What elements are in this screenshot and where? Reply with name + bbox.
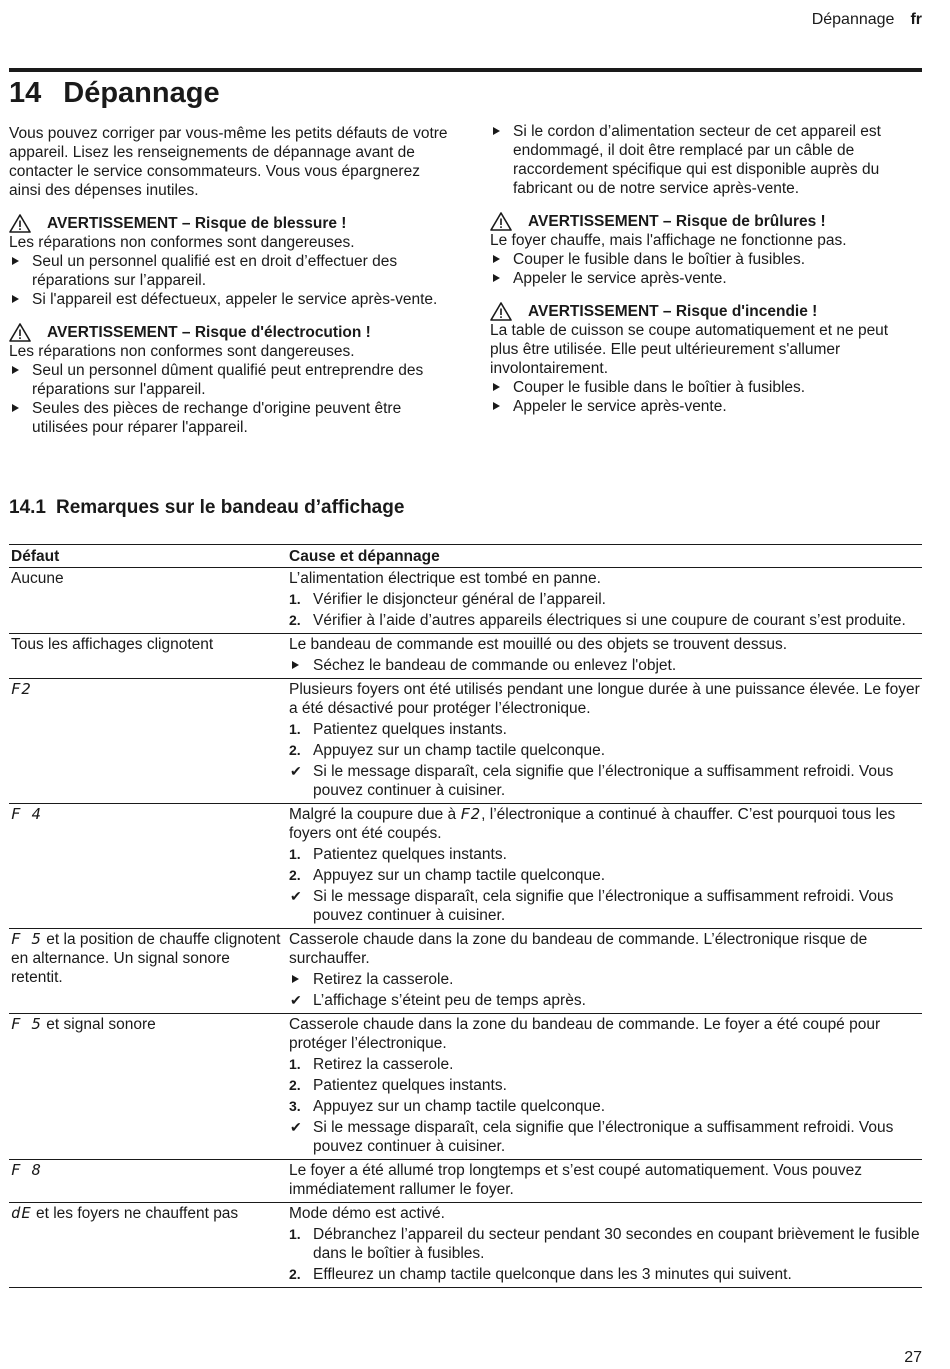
cause-text-part: Le bandeau de commande est mouillé ou des objets se trouvent dessus.	[289, 636, 788, 653]
step-text: Appuyez sur un champ tactile quelconque.	[313, 1098, 606, 1115]
cause-text	[289, 1161, 920, 1199]
fault-cell	[9, 679, 285, 804]
cause-code: F2	[460, 805, 482, 823]
step-number: 1.	[289, 591, 301, 607]
check-icon: ✔	[290, 992, 302, 1008]
cause-text-part: Mode démo est activé.	[289, 1205, 445, 1222]
chapter-title-text: Dépannage	[63, 77, 220, 109]
step-text: Vérifier le disjoncteur général de l’appareil.	[313, 591, 606, 608]
cause-text-part: Plusieurs foyers ont été utilisés pendant une longue durée à une puissance élevée. Le foyer a été désactivé pour protéger l’électronique.	[289, 681, 920, 717]
cause-cell	[285, 1160, 922, 1203]
fault-text: Tous les affichages clignotent	[11, 636, 214, 653]
cause-step	[289, 845, 920, 864]
step-text: L’affichage s’éteint peu de temps après.	[313, 992, 586, 1009]
cause-step	[289, 1076, 920, 1095]
page-header	[812, 10, 922, 29]
table-row	[9, 804, 922, 929]
cause-text	[289, 1015, 920, 1053]
warning-block	[490, 212, 920, 288]
cause-text	[289, 635, 920, 654]
fault-cell	[9, 568, 285, 634]
step-number: 2.	[289, 1077, 301, 1093]
fault-cell	[9, 804, 285, 929]
cause-step	[289, 1097, 920, 1116]
fault-code: F 5	[11, 930, 42, 948]
section-title-text: Remarques sur le bandeau d’affichage	[55, 497, 405, 518]
troubleshooting-table	[9, 544, 922, 1288]
warning-bullet: Si l'appareil est défectueux, appeler le service après-vente.	[9, 290, 449, 309]
cause-text-part: , l’électronique a continué à chauffer. C’est pourquoi tous les foyers ont été coupés.	[289, 806, 896, 842]
fault-cell	[9, 1014, 285, 1160]
fault-code: F 4	[11, 805, 42, 823]
cause-text	[289, 930, 920, 968]
cause-step	[289, 656, 920, 675]
table-row	[9, 1160, 922, 1203]
step-text: Séchez le bandeau de commande ou enlevez l'objet.	[313, 657, 677, 674]
cause-text-part: L’alimentation électrique est tombé en panne.	[289, 570, 601, 587]
table-row	[9, 1203, 922, 1288]
step-text: Appuyez sur un champ tactile quelconque.	[313, 742, 606, 759]
header-section: Dépannage	[811, 11, 895, 28]
step-text: Appuyez sur un champ tactile quelconque.	[313, 867, 606, 884]
step-text: Si le message disparaît, cela signifie que l’électronique a suffisamment refroidi. Vous pouvez continuer à cuisiner.	[313, 888, 894, 924]
cause-cell	[285, 634, 922, 679]
step-text: Vérifier à l’aide d’autres appareils électriques si une coupure de courant s’est produite.	[313, 612, 906, 629]
arrow-icon	[292, 661, 299, 669]
step-number: 1.	[289, 846, 301, 862]
step-text: Patientez quelques instants.	[313, 1077, 507, 1094]
fault-text: Aucune	[11, 570, 64, 587]
table-body	[9, 568, 922, 1288]
fault-text: et la position de chauffe clignotent en alternance. Un signal sonore retentit.	[11, 931, 281, 986]
right-column	[490, 122, 920, 416]
warning-bullet: Appeler le service après-vente.	[490, 269, 920, 288]
fault-cell	[9, 929, 285, 1014]
cause-text	[289, 805, 920, 843]
step-number: 2.	[289, 1266, 301, 1282]
cause-step	[289, 720, 920, 739]
table-row	[9, 679, 922, 804]
cause-cell	[285, 1203, 922, 1288]
section-title	[9, 496, 404, 520]
column-header-cause: Cause et dépannage	[285, 545, 922, 568]
cause-step	[289, 1225, 920, 1263]
warning-bullet: Couper le fusible dans le boîtier à fusibles.	[490, 378, 920, 397]
table-row	[9, 1014, 922, 1160]
warning-title: AVERTISSEMENT – Risque d'électrocution !	[9, 323, 449, 342]
step-text: Retirez la casserole.	[313, 1056, 454, 1073]
step-number: 3.	[289, 1098, 301, 1114]
fault-cell	[9, 1203, 285, 1288]
fault-code: F 5	[11, 1015, 42, 1033]
warning-title: AVERTISSEMENT – Risque de brûlures !	[490, 212, 920, 231]
cause-text-part: Casserole chaude dans la zone du bandeau de commande. Le foyer a été coupé pour protéger l’électronique.	[289, 1016, 881, 1052]
fault-cell	[9, 634, 285, 679]
table-row	[9, 929, 922, 1014]
cause-text	[289, 680, 920, 718]
step-number: 1.	[289, 721, 301, 737]
warning-icon	[9, 214, 31, 233]
step-text: Si le message disparaît, cela signifie que l’électronique a suffisamment refroidi. Vous pouvez continuer à cuisiner.	[313, 763, 894, 799]
warning-text: Les réparations non conformes sont dangereuses.	[9, 343, 355, 360]
cause-cell	[285, 929, 922, 1014]
warning-bullet: Seul un personnel dûment qualifié peut entreprendre des réparations sur l'appareil.	[9, 361, 449, 399]
cause-text-part: Le foyer a été allumé trop longtemps et s’est coupé automatiquement. Vous pouvez immédiatement rallumer le foyer.	[289, 1162, 862, 1198]
cause-step	[289, 866, 920, 885]
warning-title: AVERTISSEMENT – Risque d'incendie !	[490, 302, 920, 321]
warning-block	[9, 323, 449, 437]
step-text: Effleurez un champ tactile quelconque dans les 3 minutes qui suivent.	[313, 1266, 792, 1283]
warning-block	[490, 302, 920, 416]
cause-text-part: Casserole chaude dans la zone du bandeau de commande. L’électronique risque de surchauffer.	[289, 931, 868, 967]
warning-bullet: Seul un personnel qualifié est en droit d’effectuer des réparations sur l’appareil.	[9, 252, 449, 290]
step-number: 2.	[289, 867, 301, 883]
warning-bullet: Appeler le service après-vente.	[490, 397, 920, 416]
section-number: 14.1	[9, 497, 46, 518]
step-text: Patientez quelques instants.	[313, 846, 507, 863]
warning-block	[9, 214, 449, 309]
fault-code: F 8	[11, 1161, 42, 1179]
cause-cell	[285, 1014, 922, 1160]
fault-cell	[9, 1160, 285, 1203]
header-rule	[9, 68, 922, 72]
table-row	[9, 568, 922, 634]
cause-step	[289, 590, 920, 609]
check-icon: ✔	[290, 1119, 302, 1135]
column-header-fault: Défaut	[9, 545, 285, 568]
fault-code: dE	[11, 1204, 32, 1222]
page-number: 27	[904, 1349, 922, 1366]
warning-bullet: Seules des pièces de rechange d'origine peuvent être utilisées pour réparer l'appareil.	[9, 399, 449, 437]
warning-bullet: Si le cordon d’alimentation secteur de cet appareil est endommagé, il doit être remplacé par un câble de raccordement spécifique qui est disponible auprès du fabricant ou de notre service après-vente.	[490, 122, 920, 198]
chapter-title	[9, 76, 220, 110]
fault-text: et les foyers ne chauffent pas	[31, 1205, 239, 1222]
chapter-number: 14	[9, 77, 42, 109]
step-text: Débranchez l’appareil du secteur pendant 30 secondes en coupant brièvement le fusible dans le boîtier à fusibles.	[313, 1226, 920, 1262]
cause-step	[289, 970, 920, 989]
warning-icon	[9, 323, 31, 342]
cause-step	[289, 1265, 920, 1284]
step-text: Retirez la casserole.	[313, 971, 454, 988]
left-column	[9, 124, 449, 437]
step-number: 2.	[289, 612, 301, 628]
cause-text-part: Malgré la coupure due à	[289, 806, 461, 823]
warning-title: AVERTISSEMENT – Risque de blessure !	[9, 214, 449, 233]
cause-cell	[285, 804, 922, 929]
intro-paragraph: Vous pouvez corriger par vous-même les petits défauts de votre appareil. Lisez les renseignements de dépannage avant de contacter le service consommateurs. Vous vous épargnerez ainsi des dépenses inutiles.	[9, 125, 448, 199]
table-header-row	[9, 545, 922, 568]
cause-step	[289, 1118, 920, 1156]
cause-cell	[285, 679, 922, 804]
header-language: fr	[910, 11, 922, 28]
warning-icon	[490, 212, 512, 231]
step-number: 2.	[289, 742, 301, 758]
cause-step	[289, 991, 920, 1010]
table-row	[9, 634, 922, 679]
cause-cell	[285, 568, 922, 634]
warning-text: La table de cuisson se coupe automatiquement et ne peut plus être utilisée. Elle peut ultérieurement s'allumer involontairement.	[490, 322, 889, 377]
cause-step	[289, 741, 920, 760]
cause-step	[289, 611, 920, 630]
cause-step	[289, 887, 920, 925]
arrow-icon	[292, 975, 299, 983]
fault-code: F2	[11, 680, 32, 698]
cause-step	[289, 1055, 920, 1074]
warning-text: Les réparations non conformes sont dangereuses.	[9, 234, 355, 251]
cause-text	[289, 1204, 920, 1223]
check-icon: ✔	[290, 888, 302, 904]
check-icon: ✔	[290, 763, 302, 779]
step-text: Si le message disparaît, cela signifie que l’électronique a suffisamment refroidi. Vous pouvez continuer à cuisiner.	[313, 1119, 894, 1155]
cause-step	[289, 762, 920, 800]
step-text: Patientez quelques instants.	[313, 721, 507, 738]
cause-text	[289, 569, 920, 588]
fault-text: et signal sonore	[42, 1016, 156, 1033]
warning-text: Le foyer chauffe, mais l'affichage ne fonctionne pas.	[490, 232, 847, 249]
warning-icon	[490, 302, 512, 321]
warning-bullet: Couper le fusible dans le boîtier à fusibles.	[490, 250, 920, 269]
step-number: 1.	[289, 1056, 301, 1072]
step-number: 1.	[289, 1226, 301, 1242]
